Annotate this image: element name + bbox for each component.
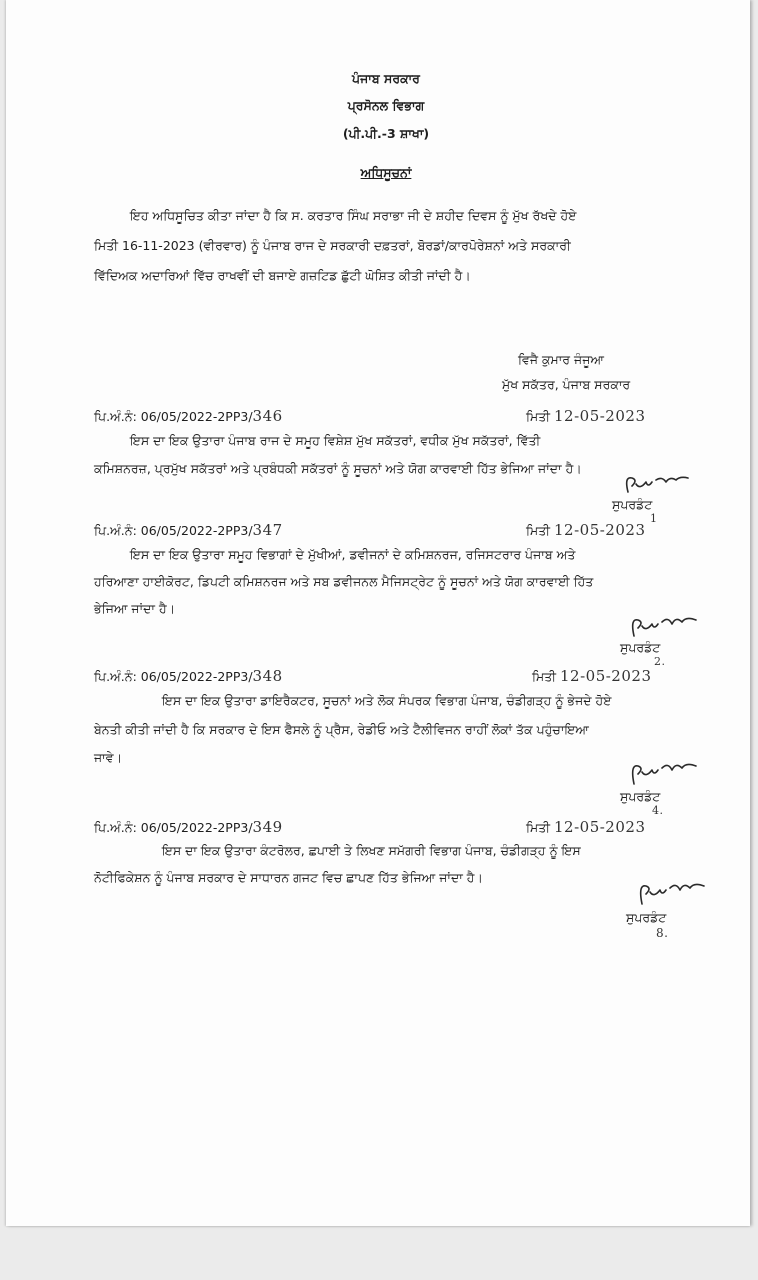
copy-mark: 4. <box>652 804 664 817</box>
endorsement-line: ਕਮਿਸ਼ਨਰਜ਼, ਪ੍ਰਮੁੱਖ ਸਕੱਤਰਾਂ ਅਤੇ ਪ੍ਰਬੰਧਕੀ ਸਕੱਤਰਾਂ ਨੂੰ ਸੂਚਨਾਂ ਅਤੇ ਯੋਗ ਕਾਰਵਾਈ ਹਿੱਤ ਭੇਜਿਆ ਜਾਂਦਾ ਹੈ। <box>94 461 582 476</box>
signatory-designation: ਮੁੱਖ ਸਕੱਤਰ, ਪੰਜਾਬ ਸਰਕਾਰ <box>502 377 631 392</box>
ref-number: ਪਿ.ਅੰ.ਨੰ: 06/05/2022-2PP3/ <box>94 820 253 835</box>
notification-title: ਅਧਿਸੂਚਨਾਂ <box>360 165 412 180</box>
ref-number: ਪਿ.ਅੰ.ਨੰ: 06/05/2022-2PP3/ <box>94 523 253 538</box>
endorsement-date <box>526 521 645 539</box>
notification-line: ਇਹ ਅਧਿਸੂਚਿਤ ਕੀਤਾ ਜਾਂਦਾ ਹੈ ਕਿ ਸ. ਕਰਤਾਰ ਸਿੰਘ ਸਰਾਭਾ ਜੀ ਦੇ ਸ਼ਹੀਦ ਦਿਵਸ ਨੂੰ ਮੁੱਖ ਰੱਖਦੇ ਹੋਏ <box>130 208 577 223</box>
handwritten-ref: 346 <box>252 407 283 425</box>
endorsement-line: ਇਸ ਦਾ ਇਕ ਉਤਾਰਾ ਕੰਟਰੋਲਰ, ਛਪਾਈ ਤੇ ਲਿਖਣ ਸਮੱਗਰੀ ਵਿਭਾਗ ਪੰਜਾਬ, ਚੰਡੀਗੜ੍ਹ ਨੂੰ ਇਸ <box>162 843 581 858</box>
handwritten-ref: 348 <box>252 667 283 685</box>
signature-icon <box>632 880 712 906</box>
endorsement-date <box>526 407 645 425</box>
superintendent-label: ਸੁਪਰਡੰਟ <box>612 497 653 512</box>
superintendent-label: ਸੁਪਰਡੰਟ <box>620 640 661 655</box>
date-label: ਮਿਤੀ <box>526 820 551 835</box>
endorsement-ref <box>94 407 283 425</box>
handwritten-ref: 349 <box>252 818 283 836</box>
date-label: ਮਿਤੀ <box>532 669 557 684</box>
copy-mark: 8. <box>656 926 669 940</box>
handwritten-date: 12-05-2023 <box>554 521 646 539</box>
endorsement-line: ਜਾਵੇ। <box>94 750 122 765</box>
notification-line: ਵਿੱਦਿਅਕ ਅਦਾਰਿਆਂ ਵਿੱਚ ਰਾਖਵੀਂ ਦੀ ਬਜਾਏ ਗਜ਼ਟਿਡ ਛੁੱਟੀ ਘੋਸ਼ਿਤ ਕੀਤੀ ਜਾਂਦੀ ਹੈ। <box>94 268 471 283</box>
handwritten-date: 12-05-2023 <box>554 818 646 836</box>
department-heading: ਪ੍ਰਸੋਨਲ ਵਿਭਾਗ <box>347 98 425 113</box>
date-label: ਮਿਤੀ <box>526 523 551 538</box>
endorsement-ref <box>94 667 283 685</box>
date-label: ਮਿਤੀ <box>526 409 551 424</box>
handwritten-ref: 347 <box>252 521 283 539</box>
endorsement-line: ਇਸ ਦਾ ਇਕ ਉਤਾਰਾ ਸਮੂਹ ਵਿਭਾਗਾਂ ਦੇ ਮੁੱਖੀਆਂ, ਡਵੀਜਨਾਂ ਦੇ ਕਮਿਸ਼ਨਰਜ, ਰਜਿਸਟਰਾਰ ਪੰਜਾਬ ਅਤੇ <box>130 547 576 562</box>
endorsement-line: ਨੋਟੀਫਿਕੇਸ਼ਨ ਨੂੰ ਪੰਜਾਬ ਸਰਕਾਰ ਦੇ ਸਾਧਾਰਨ ਗਜਟ ਵਿਚ ਛਾਪਣ ਹਿੱਤ ਭੇਜਿਆ ਜਾਂਦਾ ਹੈ। <box>94 870 483 885</box>
endorsement-date <box>532 667 651 685</box>
handwritten-date: 12-05-2023 <box>554 407 646 425</box>
document-page <box>6 0 750 1226</box>
endorsement-line: ਇਸ ਦਾ ਇਕ ਉਤਾਰਾ ਪੰਜਾਬ ਰਾਜ ਦੇ ਸਮੂਹ ਵਿਸ਼ੇਸ਼ ਮੁੱਖ ਸਕੱਤਰਾਂ, ਵਧੀਕ ਮੁੱਖ ਸਕੱਤਰਾਂ, ਵਿੱਤੀ <box>130 433 541 448</box>
signature-icon <box>624 760 704 786</box>
endorsement-line: ਇਸ ਦਾ ਇਕ ਉਤਾਰਾ ਡਾਇਰੈਕਟਰ, ਸੂਚਨਾਂ ਅਤੇ ਲੋਕ ਸੰਪਰਕ ਵਿਭਾਗ ਪੰਜਾਬ, ਚੰਡੀਗੜ੍ਹ ਨੂੰ ਭੇਜਦੇ ਹੋਏ <box>162 693 612 708</box>
government-heading: ਪੰਜਾਬ ਸਰਕਾਰ <box>352 71 420 86</box>
endorsement-line: ਭੇਜਿਆ ਜਾਂਦਾ ਹੈ। <box>94 601 176 616</box>
endorsement-line: ਬੇਨਤੀ ਕੀਤੀ ਜਾਂਦੀ ਹੈ ਕਿ ਸਰਕਾਰ ਦੇ ਇਸ ਫੈਸਲੇ ਨੂੰ ਪ੍ਰੈਸ, ਰੇਡੀਓ ਅਤੇ ਟੈਲੀਵਿਜਨ ਰਾਹੀਂ ਲੋਕਾਂ ਤੱਕ ਪਹੁੰਚਾਇਆ <box>94 722 589 737</box>
handwritten-date: 12-05-2023 <box>560 667 652 685</box>
signature-icon <box>624 614 704 638</box>
ref-number: ਪਿ.ਅੰ.ਨੰ: 06/05/2022-2PP3/ <box>94 669 253 684</box>
ref-number: ਪਿ.ਅੰ.ਨੰ: 06/05/2022-2PP3/ <box>94 409 253 424</box>
endorsement-ref <box>94 521 283 539</box>
superintendent-label: ਸੁਪਰਡੰਟ <box>620 789 661 804</box>
superintendent-label: ਸੁਪਰਡੰਟ <box>626 910 667 925</box>
copy-mark: 2. <box>654 655 666 668</box>
endorsement-line: ਹਰਿਆਣਾ ਹਾਈਕੋਰਟ, ਡਿਪਟੀ ਕਮਿਸ਼ਨਰਜ ਅਤੇ ਸਬ ਡਵੀਜਨਲ ਮੈਜਿਸਟ੍ਰੇਟ ਨੂੰ ਸੂਚਨਾਂ ਅਤੇ ਯੋਗ ਕਾਰਵਾਈ ਹਿੱਤ <box>94 574 594 589</box>
copy-mark: 1 <box>650 512 658 525</box>
endorsement-ref <box>94 818 283 836</box>
notification-line: ਮਿਤੀ 16-11-2023 (ਵੀਰਵਾਰ) ਨੂੰ ਪੰਜਾਬ ਰਾਜ ਦੇ ਸਰਕਾਰੀ ਦਫ਼ਤਰਾਂ, ਬੋਰਡਾਂ/ਕਾਰਪੋਰੇਸ਼ਨਾਂ ਅਤੇ ਸਰਕਾਰੀ <box>94 238 571 253</box>
endorsement-date <box>526 818 645 836</box>
signatory-name: ਵਿਜੈ ਕੁਮਾਰ ਜੰਜੂਆ <box>518 352 604 367</box>
branch-heading: (ਪੀ.ਪੀ.-3 ਸ਼ਾਖਾ) <box>342 126 430 141</box>
signature-icon <box>618 474 698 496</box>
